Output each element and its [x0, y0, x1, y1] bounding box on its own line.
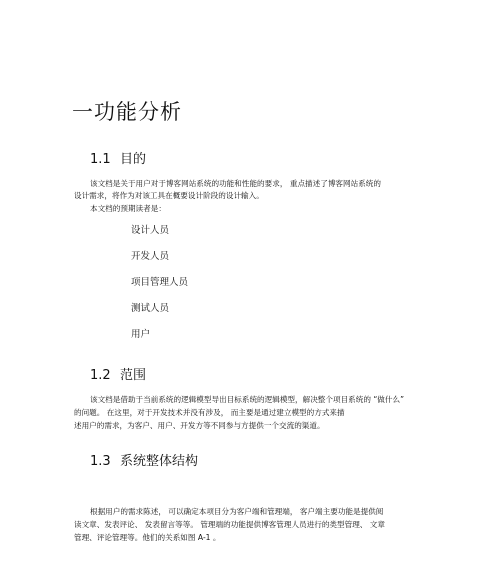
section-number: 1.3: [90, 454, 111, 469]
reader-list-item: 开发人员: [131, 251, 170, 262]
section-heading-1-2: [90, 364, 146, 383]
reader-list-item: 设计人员: [131, 225, 170, 236]
page-title: 一功能分析: [72, 100, 182, 124]
paragraph-line: 设计需求，将作为对该工具在概要设计阶段的设计输入。: [74, 191, 264, 200]
section-number: 1.1: [90, 152, 111, 167]
section-heading-1-1: [90, 148, 146, 167]
paragraph-line: 该文档是借助于当前系统的逻辑模型导出目标系统的逻辑模型，解决整个项目系统的 “做什么”: [90, 395, 405, 404]
paragraph-line: 述用户的需求，为客户、用户、开发方等不同参与方提供一个交流的渠道。: [74, 421, 325, 430]
section-title: 目的: [120, 152, 147, 167]
paragraph-line: 该文档是关于用户对于博客网站系统的功能和性能的要求， 重点描述了博客网站系统的: [90, 179, 381, 188]
reader-list-item: 测试人员: [131, 303, 170, 314]
paragraph-line: 管理、评论管理等。他们的关系如图 A-1 。: [74, 533, 221, 542]
paragraph-line: 本文档的预期读者是：: [90, 204, 166, 213]
section-title: 范围: [120, 368, 147, 383]
section-title: 系统整体结构: [120, 454, 199, 469]
reader-list-item: 项目管理人员: [131, 277, 189, 288]
paragraph-line: 读文章、发表评论、 发表留言等等。 管理端的功能提供博客管理人员进行的类型管理、 文章: [74, 520, 385, 529]
paragraph-line: 根据用户的需求陈述， 可以确定本项目分为客户端和管理端， 客户端主要功能是提供阅: [90, 507, 384, 516]
reader-list-item: 用户: [131, 329, 151, 340]
section-number: 1.2: [90, 368, 111, 383]
paragraph-line: 的问题。 在这里，对于开发技术并没有涉及， 而主要是通过建立模型的方式来描: [74, 408, 345, 417]
section-heading-1-3: [90, 450, 198, 469]
